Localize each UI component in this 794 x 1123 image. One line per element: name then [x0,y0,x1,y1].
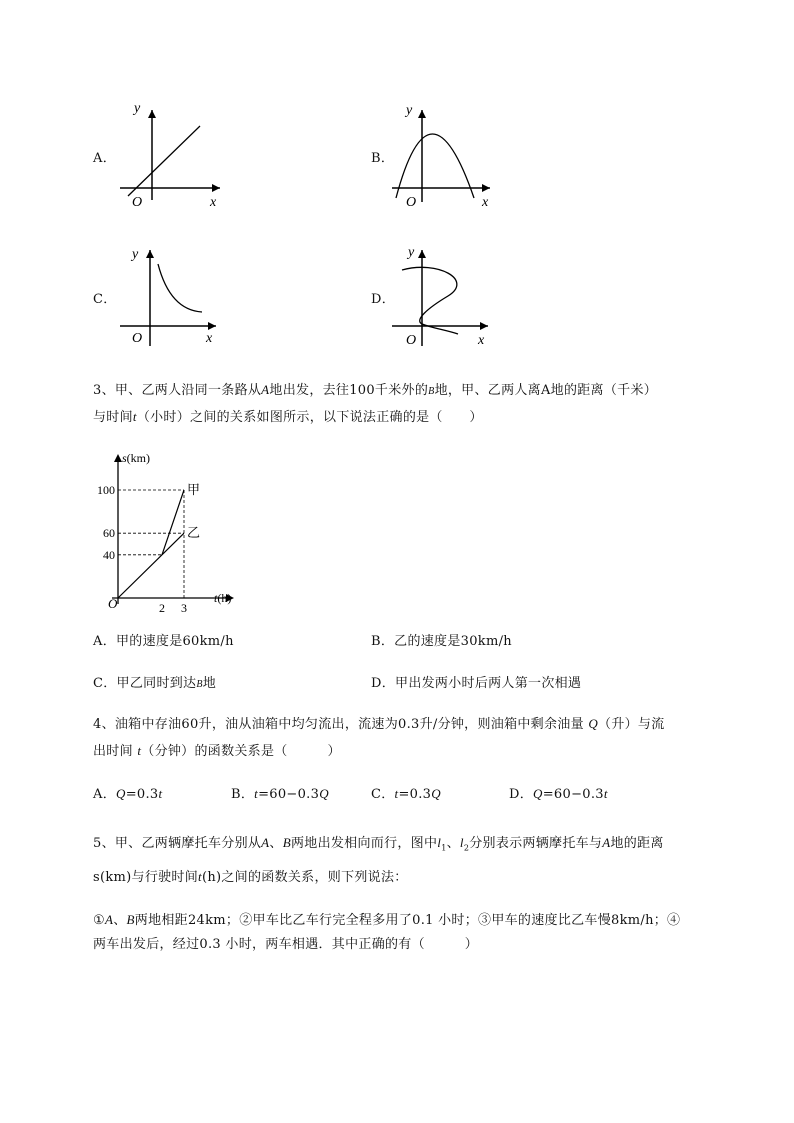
graph-c-y-arrow [146,250,154,258]
graph-d-y-arrow [418,250,426,258]
graph-d-x-label: x [478,333,485,348]
series-line-1 [118,533,184,598]
graph-a-y-arrow [148,110,156,118]
graph-b-x-label: x [482,195,489,210]
q5-line3: ①A、B两地相距24km；②甲车比乙车行完全程多用了0.1 小时；③甲车的速度比乙车慢8km/h；④ [93,912,681,928]
graph-d-origin: O [406,333,417,348]
q3-distance-time-chart [90,445,250,615]
series-label-1: 乙 [187,525,201,541]
q4-line1: 4、油箱中存油60升，油从油箱中均匀流出，流速为0.3升/分钟，则油箱中剩余油量 Q（升）与流 [93,716,665,732]
chart-y-label: s(km) [122,451,150,465]
q4-option-a: A．Q=0.3t [93,786,163,802]
q3-line2: 与时间t（小时）之间的关系如图所示，以下说法正确的是（ ） [93,409,483,425]
x-tick-label-2: 2 [159,601,165,615]
option-c-label: C． [93,292,117,307]
x-tick-label-3: 3 [181,601,187,615]
chart-y-arrow [114,454,122,462]
option-b-label: B． [371,151,395,166]
q3-line1: 3、甲、乙两人沿同一条路从A地出发，去往100千米外的B地，甲、乙两人离A地的距离（千米） [93,382,658,398]
graph-a-x-arrow [212,184,220,192]
graph-d-x-arrow [480,322,488,330]
chart-origin: O [108,596,118,611]
graph-d-y-label: y [408,245,415,260]
graph-c-origin: O [132,331,143,346]
q4-option-b: B．t=60−0.3Q [231,786,329,802]
graph-b-y-arrow [418,110,426,118]
chart-x-label: t(h) [214,591,232,605]
q3-option-c: C．甲乙同时到达B地 [93,676,217,691]
q5-line4: 两车出发后，经过0.3 小时，两车相遇．其中正确的有（ ） [93,937,479,952]
q3-option-d: D．甲出发两小时后两人第一次相遇 [371,676,582,691]
series-line-0 [162,490,184,555]
graph-d [388,240,498,350]
graph-a-line [128,126,200,196]
graph-a-y-label: y [134,101,141,116]
graph-c-x-label: x [206,331,213,346]
series-label-0: 甲 [187,482,201,497]
graph-b-x-arrow [482,184,490,192]
graph-a-origin: O [132,195,143,210]
y-tick-label-100: 100 [97,483,115,497]
graph-b [388,100,498,210]
graph-c-y-label: y [132,247,139,262]
graph-b-y-label: y [406,103,413,118]
y-tick-label-60: 60 [103,526,115,541]
graph-a [110,100,230,210]
graph-b-origin: O [406,195,417,210]
graph-c-curve [158,264,202,312]
y-tick-label-40: 40 [103,547,115,562]
graph-a-x-label: x [210,195,217,210]
q3-option-a: A．甲的速度是60km/h [93,634,234,649]
q4-option-d: D．Q=60−0.3t [509,786,608,802]
graph-c [110,240,230,350]
q5-line2: s(km)与行驶时间t(h)之间的函数关系，则下列说法： [93,869,408,885]
q4-line2: 出时间 t（分钟）的函数关系是（ ） [93,743,341,759]
option-a-label: A． [93,151,116,166]
option-d-label: D． [371,292,396,307]
graph-d-curve [402,267,458,334]
q3-option-b: B．乙的速度是30km/h [371,634,512,649]
graph-c-x-arrow [208,322,216,330]
q4-option-c: C．t=0.3Q [371,786,441,802]
q5-line1: 5、甲、乙两辆摩托车分别从A、B两地出发相向而行，图中$l_1$、$l_2$分别表示两辆摩托车与A地的距离 [93,835,664,853]
